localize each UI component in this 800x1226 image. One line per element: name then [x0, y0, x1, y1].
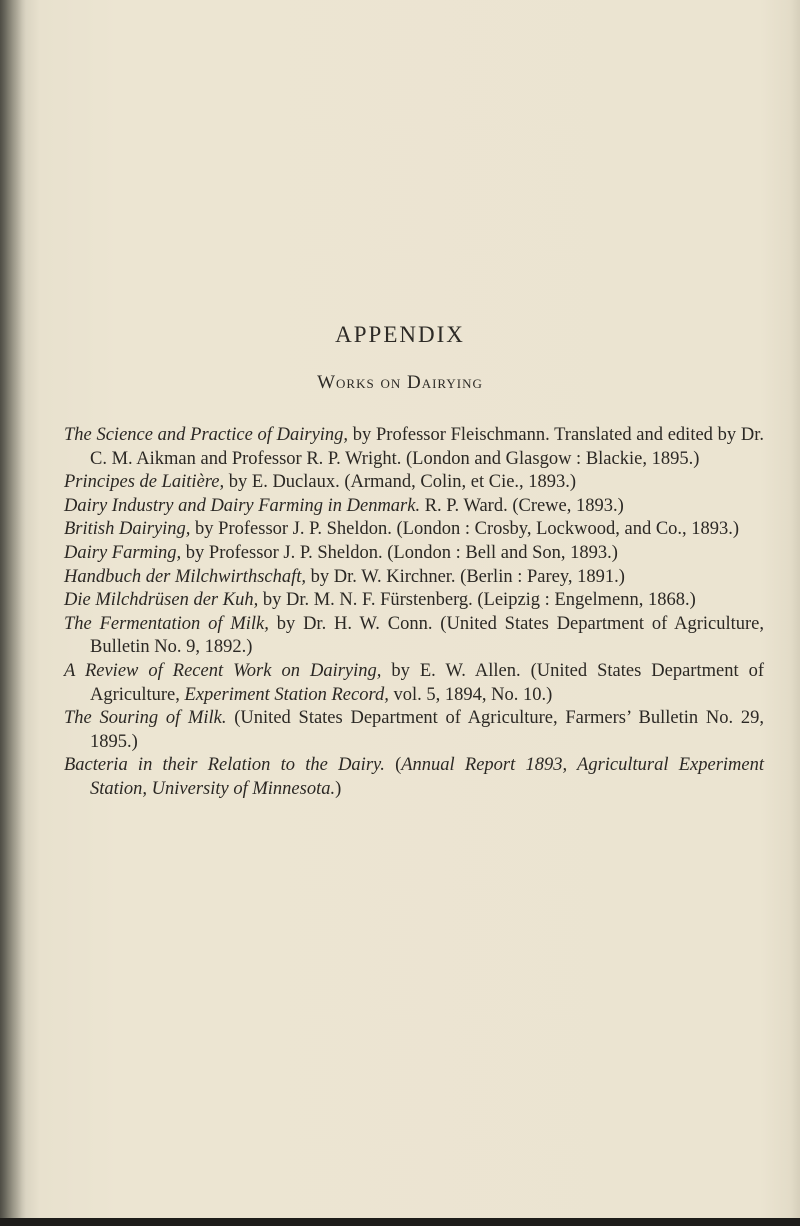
bibliography-entry — [64, 424, 764, 471]
entry-title: The Souring of Milk. — [64, 708, 227, 729]
entry-details: ) — [335, 778, 342, 799]
entry-details: by Professor J. P. Sheldon. (London : Bell and Son, 1893.) — [181, 542, 618, 563]
entry-details — [515, 755, 525, 775]
entry-title: The Fermentation of Milk, — [64, 613, 269, 634]
entry-title: Dairy Industry and Dairy Farming in Denmark. — [64, 495, 421, 516]
entry-title: British Dairying, — [64, 519, 191, 540]
binding-shadow — [0, 0, 26, 1226]
entry-details: by Dr. M. N. F. Fürstenberg. (Leipzig : Engelmenn, 1868.) — [258, 590, 696, 611]
entry-details: ( — [384, 755, 402, 776]
entry-details: vol. 5, 1894, No. 10.) — [388, 684, 553, 705]
entry-title: Bacteria in their Relation to the Dairy. — [64, 755, 385, 776]
entry-report-source: 1893, Agricultural Experiment Station, University of Minnesota. — [90, 755, 764, 799]
entry-details: by E. W. Allen. (United States Department of Agriculture, — [90, 660, 764, 705]
bibliography-entry — [64, 707, 764, 754]
page-bottom-edge — [0, 1218, 800, 1226]
entry-title: Die Milchdrüsen der Kuh, — [64, 590, 259, 611]
entry-title: The Science and Practice of Dairying, — [64, 425, 349, 445]
bibliography-entry — [64, 566, 764, 590]
entry-journal-title: Experiment Station Record, — [184, 684, 389, 705]
entry-details: by Professor J. P. Sheldon. (London : Crosby, Lockwood, and Co., 1893.) — [190, 519, 740, 540]
entry-title: Handbuch der Milchwirthschaft, — [64, 566, 307, 587]
appendix-heading: APPENDIX — [335, 322, 465, 347]
bibliography-entry — [64, 613, 764, 660]
entry-details: by E. Duclaux. (Armand, Colin, et Cie., 1893.) — [224, 472, 577, 493]
entry-details: by Professor Fleischmann. Translated and edited by Dr. C. M. Aikman and Professor R. P. Wright. (London and Glasgow : Blackie, 1895.) — [90, 425, 764, 469]
entry-title: Dairy Farming, — [64, 542, 182, 563]
entry-details: by Dr. H. W. Conn. (United States Department of Agriculture, Bulletin No. 9, 1892.) — [90, 613, 764, 658]
bibliography-entry — [64, 495, 764, 519]
bibliography-entry — [64, 542, 764, 566]
entry-details: R. P. Ward. (Crewe, 1893.) — [420, 495, 624, 516]
entry-details: by Dr. W. Kirchner. (Berlin : Parey, 1891.) — [306, 566, 625, 587]
bibliography-entry — [64, 471, 764, 495]
entry-title: A Review of Recent Work on Dairying, — [64, 660, 382, 681]
bibliography-list — [64, 424, 764, 802]
bibliography-entry — [64, 518, 764, 542]
bibliography-entry — [64, 589, 764, 613]
entry-title: Principes de Laitière, — [64, 472, 225, 493]
bibliography-entry — [64, 660, 764, 707]
entry-details: (United States Department of Agriculture, Farmers’ Bulletin No. 29, 1895.) — [90, 708, 764, 752]
entry-report-title: Annual Report — [401, 755, 516, 776]
section-heading: Works on Dairying — [317, 372, 483, 393]
bibliography-entry — [64, 754, 764, 801]
